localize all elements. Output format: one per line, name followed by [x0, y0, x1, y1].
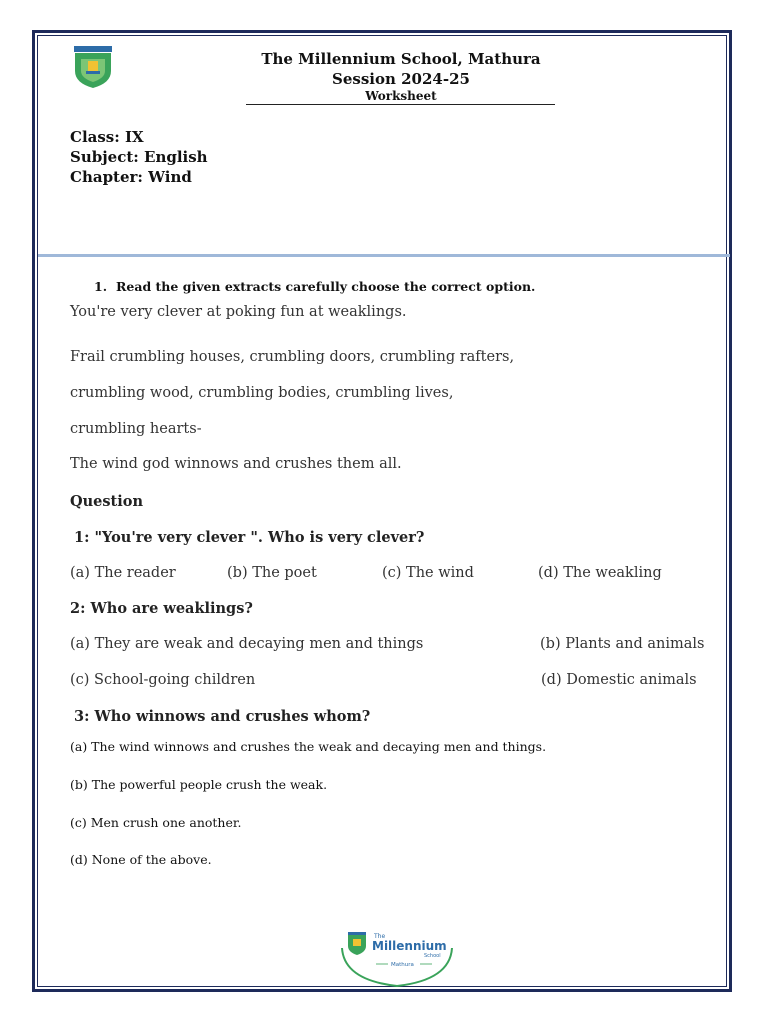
q1-option-d: (d) The weakling — [538, 565, 662, 581]
q1-option-a: (a) The reader — [70, 565, 176, 581]
header-underline — [246, 104, 555, 105]
session-year: Session 2024-25 — [332, 70, 470, 88]
school-name: The Millennium School, Mathura — [261, 50, 541, 68]
extract-line: Frail crumbling houses, crumbling doors, crumbling rafters, — [70, 349, 515, 365]
question-2-text: 2: Who are weaklings? — [70, 600, 253, 617]
extract-line: crumbling hearts- — [70, 421, 202, 437]
q1-option-c: (c) The wind — [382, 565, 474, 581]
q3-option-b: (b) The powerful people crush the weak. — [70, 777, 328, 792]
q2-option-c: (c) School-going children — [70, 672, 256, 688]
q3-option-c: (c) Men crush one another. — [70, 815, 242, 830]
worksheet-label: Worksheet — [365, 89, 437, 103]
class-label: Class: IX — [70, 128, 144, 146]
footer-school-logo — [338, 928, 456, 988]
q3-option-d: (d) None of the above. — [70, 852, 212, 867]
extract-line: You're very clever at poking fun at weaklings. — [70, 304, 407, 320]
question-heading: Question — [70, 493, 143, 510]
instruction-number: 1. — [94, 279, 108, 294]
q3-option-a: (a) The wind winnows and crushes the weak and decaying men and things. — [70, 739, 547, 754]
q1-option-b: (b) The poet — [227, 565, 317, 581]
subject-label: Subject: English — [70, 148, 208, 166]
instruction — [94, 279, 535, 294]
question-3-text: 3: Who winnows and crushes whom? — [74, 708, 371, 725]
question-1-text: 1: "You're very clever ". Who is very clever? — [74, 529, 425, 546]
chapter-label: Chapter: Wind — [70, 168, 192, 186]
section-divider — [38, 254, 730, 257]
q2-option-b: (b) Plants and animals — [540, 636, 705, 652]
footer-logo-school: School — [424, 953, 441, 959]
footer-logo-the: The — [374, 933, 386, 940]
footer-logo-mathura: Mathura — [391, 962, 414, 968]
extract-line: crumbling wood, crumbling bodies, crumbling lives, — [70, 385, 454, 401]
footer-logo-millennium: Millennium — [372, 939, 447, 953]
q2-option-a: (a) They are weak and decaying men and things — [70, 636, 424, 652]
school-crest-logo — [73, 45, 113, 89]
instruction-text: Read the given extracts carefully choose the correct option. — [116, 279, 536, 294]
extract-line: The wind god winnows and crushes them all. — [70, 456, 402, 472]
q2-option-d: (d) Domestic animals — [541, 672, 697, 688]
